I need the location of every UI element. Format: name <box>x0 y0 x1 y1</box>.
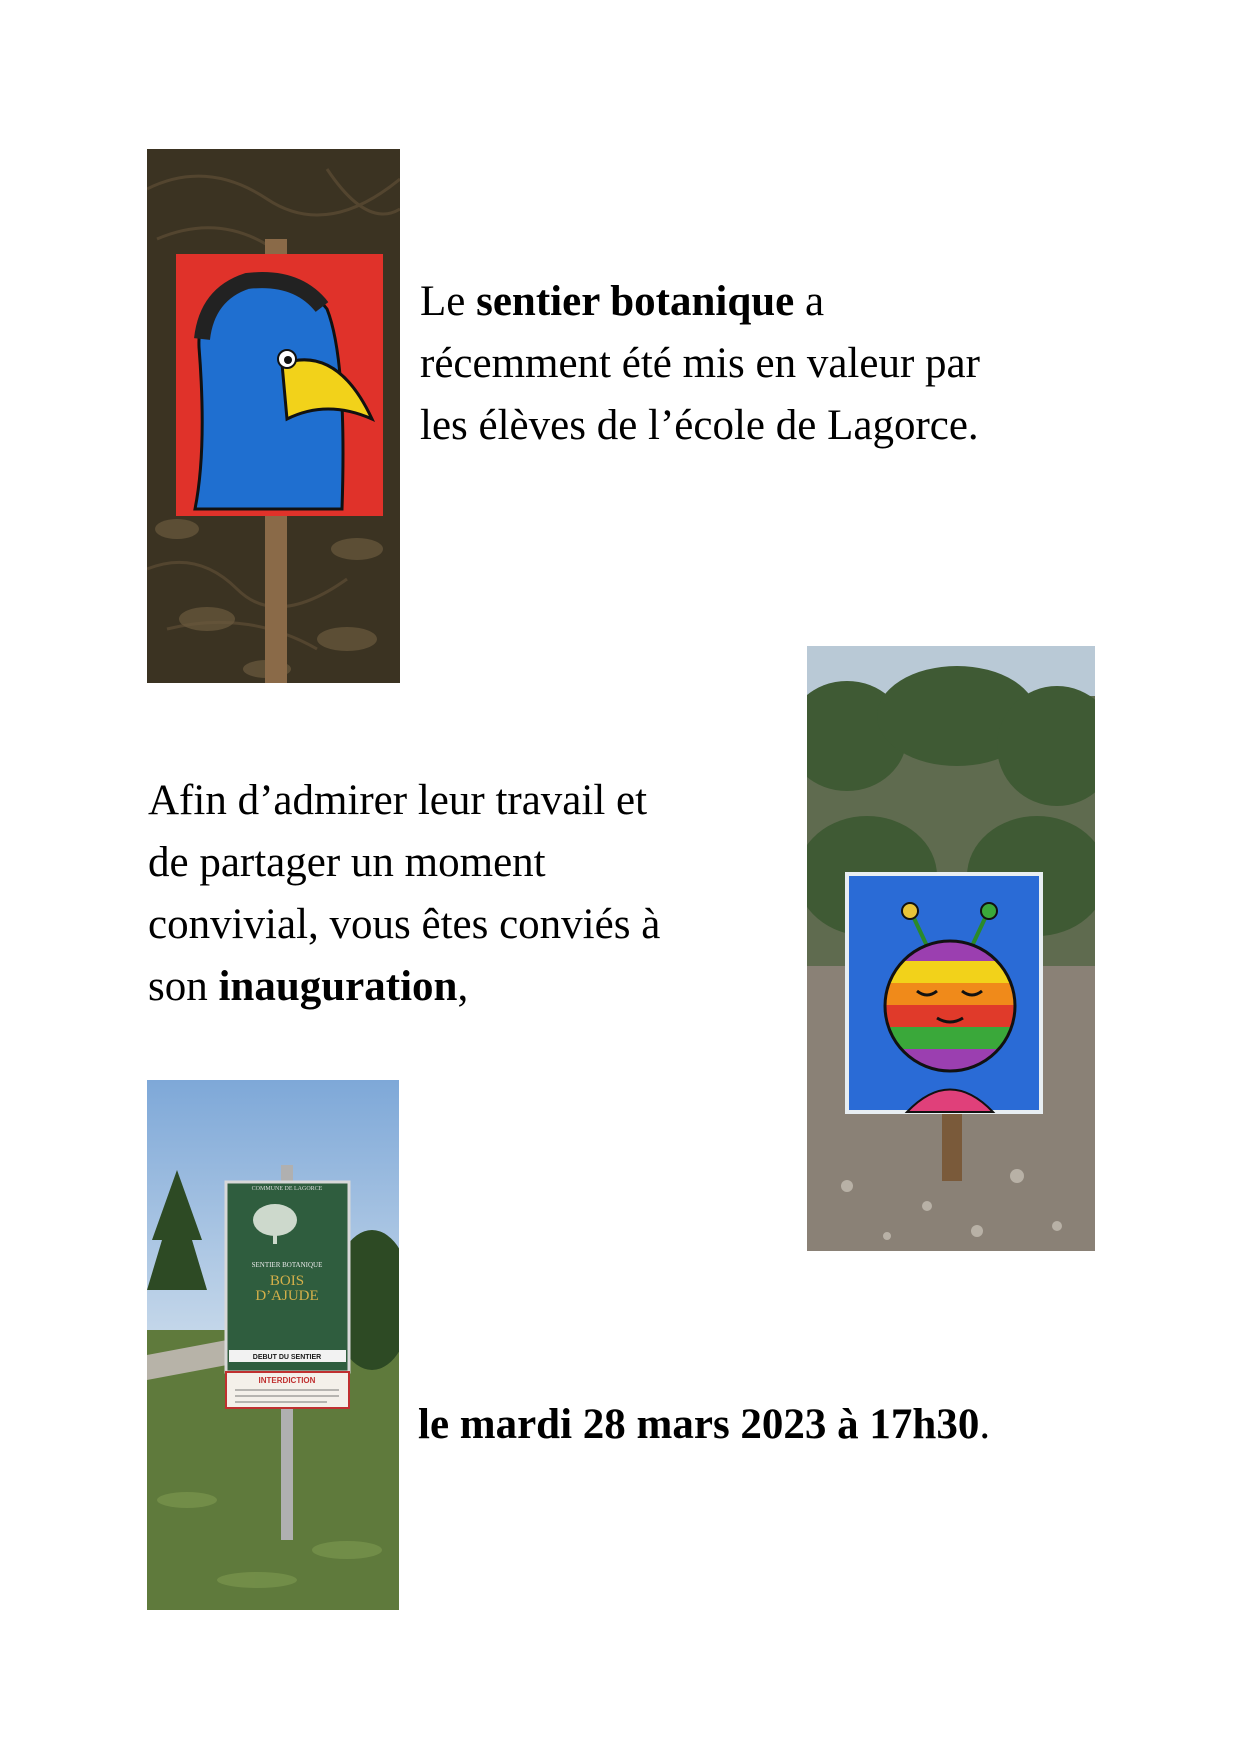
bug-sign-photo <box>807 646 1095 1251</box>
sign-start-label: DEBUT DU SENTIER <box>252 1354 322 1361</box>
date-paragraph <box>418 1394 1178 1456</box>
invitation-line4-prefix: son <box>148 963 219 1010</box>
invitation-line3: convivial, vous êtes conviés à <box>148 901 661 948</box>
intro-paragraph <box>420 271 1120 457</box>
invitation-paragraph <box>148 770 788 1018</box>
event-date-bold: le mardi 28 mars 2023 à 17h30 <box>418 1401 980 1448</box>
bird-sign-photo <box>147 149 400 683</box>
sign-title-line1: BOIS <box>269 1273 305 1289</box>
invitation-line1: Afin d’admirer leur travail et <box>148 777 648 824</box>
sign-warning: INTERDICTION <box>258 1376 316 1385</box>
trail-sign-photo <box>147 1080 399 1610</box>
invitation-line4-suffix: , <box>457 963 469 1010</box>
intro-line3: les élèves de l’école de Lagorce. <box>420 402 979 449</box>
inauguration-bold: inauguration <box>218 963 458 1010</box>
invitation-line2: de partager un moment <box>148 839 546 886</box>
date-suffix: . <box>979 1401 991 1448</box>
intro-line1-suffix: a <box>794 278 825 325</box>
intro-line2: récemment été mis en valeur par <box>420 340 980 387</box>
sign-subtitle: SENTIER BOTANIQUE <box>251 1261 323 1269</box>
sentier-botanique-bold: sentier botanique <box>476 278 795 325</box>
sign-title-line2: D’AJUDE <box>255 1288 319 1304</box>
sign-header: COMMUNE DE LAGORCE <box>251 1186 323 1192</box>
intro-prefix: Le <box>420 278 477 325</box>
